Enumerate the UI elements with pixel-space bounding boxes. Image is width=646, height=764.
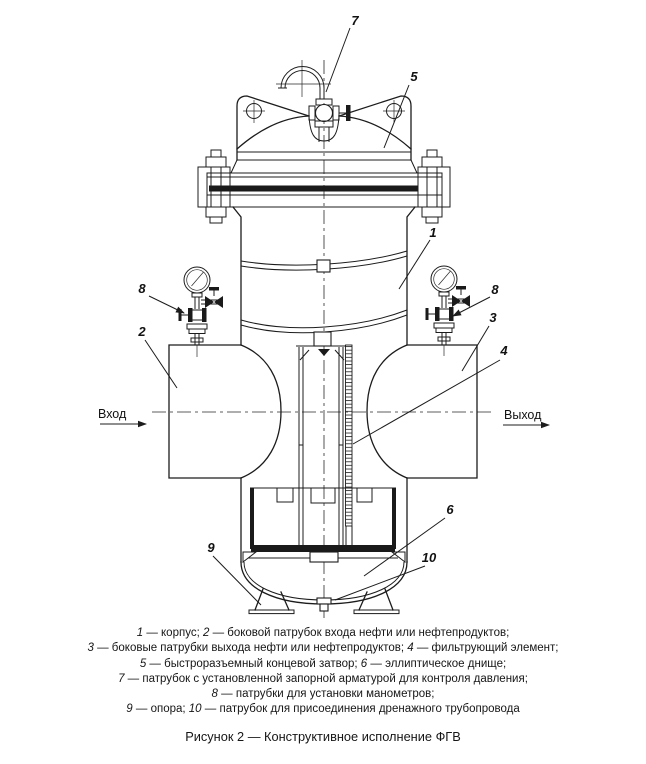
callout-7: 7: [351, 13, 359, 28]
legend-line: 1 — корпус; 2 — боковой патрубок входа нефти или нефтепродуктов;: [136, 627, 510, 639]
callout-8-right: 8: [491, 282, 499, 297]
parts-legend: [0, 626, 646, 744]
outlet-label: Выход: [504, 408, 542, 422]
legend-line: 3 — боковые патрубки выхода нефти или нефтепродуктов; 4 — фильтрующий элемент;: [87, 642, 559, 655]
inlet-nozzle-box: [169, 345, 281, 478]
legend-line: 8 — патрубки для установки манометров;: [211, 688, 435, 701]
callout-5: 5: [410, 69, 418, 84]
legend-line: 9 — опора; 10 — патрубок для присоединения дренажного трубопровода: [126, 703, 520, 716]
callout-2: 2: [138, 324, 146, 339]
legend-line: 5 — быстроразъемный концевой затвор; 6 — эллиптическое днище;: [139, 657, 507, 670]
callout-3: 3: [489, 310, 497, 325]
flow-outlet: [503, 408, 549, 425]
legend-line: 7 — патрубок с установленной запорной арматурой для контроля давления;: [118, 672, 528, 685]
figure-caption: Рисунок 2 — Конструктивное исполнение ФГВ: [185, 728, 461, 744]
flange-bolt-right: [422, 150, 442, 223]
outlet-nozzle-box: [367, 345, 477, 478]
callout-6: 6: [446, 502, 454, 517]
manometer-left: [179, 267, 224, 357]
vessel-shell: [233, 207, 415, 562]
drain-nozzle: [317, 598, 331, 611]
internal-basket: [243, 488, 405, 562]
callout-8-left: 8: [138, 281, 146, 296]
inlet-label: Вход: [98, 407, 127, 421]
pressure-control-valve: [276, 60, 351, 142]
callout-10: 10: [421, 550, 437, 565]
callout-9: 9: [207, 540, 215, 555]
callout-4: 4: [500, 343, 508, 358]
flow-inlet: [98, 407, 146, 424]
callout-1: 1: [429, 225, 437, 240]
